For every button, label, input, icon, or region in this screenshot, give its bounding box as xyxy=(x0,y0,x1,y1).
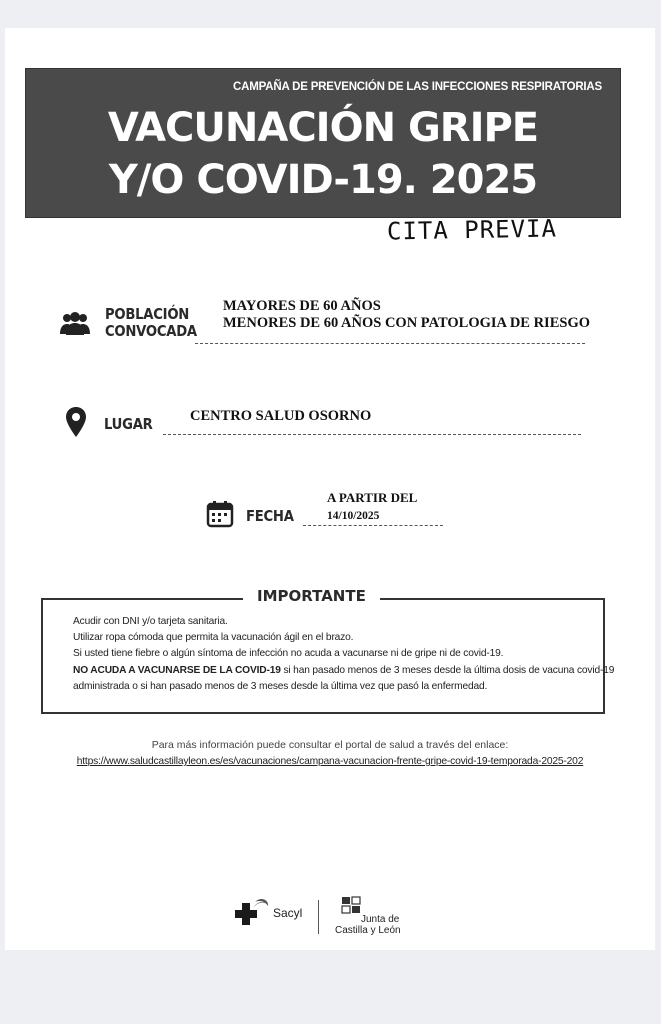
poblacion-underline xyxy=(195,343,585,344)
lugar-value: CENTRO SALUD OSORNO xyxy=(190,408,372,424)
fecha-value-line2: 14/10/2025 xyxy=(327,510,380,522)
poblacion-value-line2: MENORES DE 60 AÑOS CON PATOLOGIA DE RIESGO xyxy=(223,315,590,331)
title-banner xyxy=(25,68,621,218)
important-body xyxy=(73,614,615,695)
junta-label xyxy=(335,914,401,936)
important-line-2: Utilizar ropa cómoda que permita la vacunación ágil en el brazo. xyxy=(73,632,354,644)
logo-divider xyxy=(318,900,319,934)
lugar-label: LUGAR xyxy=(104,415,153,433)
banner-title-line1: VACUNACIÓN GRIPE xyxy=(107,105,539,151)
important-title: IMPORTANTE xyxy=(243,587,380,605)
footer-logos xyxy=(235,896,435,938)
location-pin-icon xyxy=(65,406,87,438)
poblacion-label xyxy=(105,306,197,340)
people-icon xyxy=(59,310,91,336)
important-line-3: Si usted tiene fiebre o algún síntoma de infección no acuda a vacunarse ni de gripe ni de covid-19. xyxy=(73,648,504,660)
flyer-page xyxy=(5,28,655,950)
junta-label-line1: Junta de xyxy=(361,914,400,925)
fecha-value xyxy=(327,489,417,525)
junta-label-line2: Castilla y León xyxy=(335,925,401,936)
important-box xyxy=(41,587,615,714)
sacyl-logo-icon xyxy=(235,898,271,934)
poblacion-label-line1: POBLACIÓN xyxy=(105,305,190,323)
campaign-subtitle: CAMPAÑA DE PREVENCIÓN DE LAS INFECCIONES RESPIRATORIAS xyxy=(233,81,602,93)
fecha-label: FECHA xyxy=(246,507,294,525)
sacyl-label: Sacyl xyxy=(273,906,303,920)
poblacion-label-line2: CONVOCADA xyxy=(105,322,197,340)
handwritten-note: CITA PREVIA xyxy=(386,214,558,246)
lugar-underline xyxy=(163,434,581,435)
calendar-icon xyxy=(206,500,234,528)
important-line-4-rest: si han pasado menos de 3 meses desde la última dosis de vacuna covid-19 xyxy=(280,664,615,676)
important-line-5: administrada o si han pasado menos de 3 meses desde la última vez que pasó la enfermedad. xyxy=(73,680,488,692)
info-text: Para más información puede consultar el portal de salud a través del enlace: xyxy=(151,739,509,751)
important-line-1: Acudir con DNI y/o tarjeta sanitaria. xyxy=(73,616,228,627)
info-link[interactable]: https://www.saludcastillayleon.es/es/vacunaciones/campana-vacunacion-frente-gripe-covid-19-temporada-2025-202 xyxy=(76,756,584,767)
poblacion-value-line1: MAYORES DE 60 AÑOS xyxy=(223,298,381,314)
fecha-value-line1: A PARTIR DEL xyxy=(327,490,418,505)
junta-shield-icon xyxy=(341,896,361,914)
banner-title-line2: Y/O COVID-19. 2025 xyxy=(108,157,538,203)
important-line-4 xyxy=(73,663,615,679)
fecha-underline xyxy=(303,525,443,526)
poblacion-value xyxy=(223,298,590,332)
important-warning-bold: NO ACUDA A VACUNARSE DE LA COVID-19 xyxy=(73,664,281,676)
